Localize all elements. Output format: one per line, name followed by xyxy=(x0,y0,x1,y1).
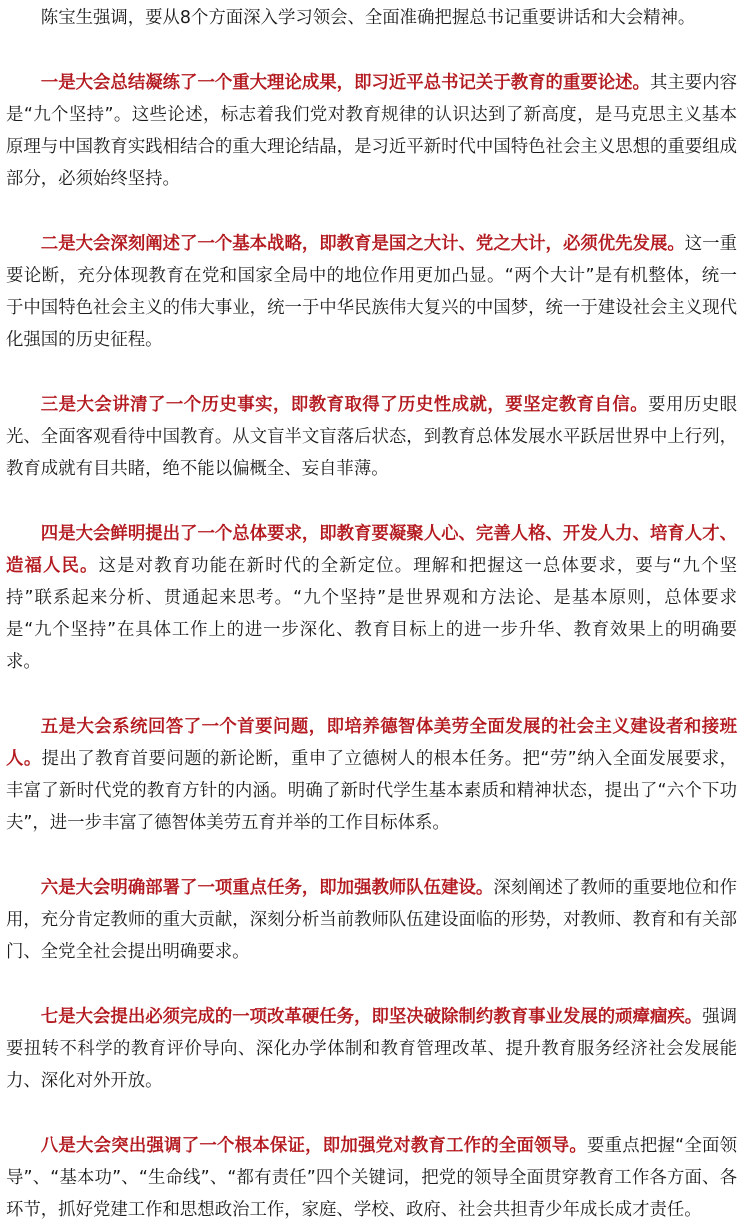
point-heading-3: 三是大会讲清了一个历史事实，即教育取得了历史性成就，要坚定教育自信。 xyxy=(40,395,649,415)
point-paragraph-2 xyxy=(6,228,737,356)
point-body-4: 这是对教育功能在新时代的全新定位。理解和把握这一总体要求，要与“九个坚持”联系起来分析、贯通起来思考。“九个坚持”是世界观和方法论、是基本原则，总体要求是“九个坚持”在具体工作上的进一步深化、教育目标上的进一步升华、教育效果上的明确要求。 xyxy=(6,556,737,672)
point-body-8: 要重点把握“全面领导”、“基本功”、“生命线”、“都有责任”四个关键词，把党的领导全面贯穿教育工作各方面、各环节，抓好党建工作和思想政治工作，家庭、学校、政府、社会共担青少年成长成才责任。 xyxy=(6,1136,737,1220)
point-paragraph-1 xyxy=(6,67,737,195)
point-paragraph-3 xyxy=(6,389,737,485)
point-paragraph-4 xyxy=(6,518,737,678)
point-body-2: 这一重要论断，充分体现教育在党和国家全局中的地位作用更加凸显。“两个大计”是有机整体，统一于中国特色社会主义的伟大事业，统一于中华民族伟大复兴的中国梦，统一于建设社会主义现代化强国的历史征程。 xyxy=(6,234,737,350)
point-body-1: 其主要内容是“九个坚持”。这些论述，标志着我们党对教育规律的认识达到了新高度，是马克思主义基本原理与中国教育实践相结合的重大理论结晶，是习近平新时代中国特色社会主义思想的重要组成部分，必须始终坚持。 xyxy=(6,73,737,189)
point-paragraph-7 xyxy=(6,1001,737,1097)
intro-paragraph: 陈宝生强调，要从8个方面深入学习领会、全面准确把握总书记重要讲话和大会精神。 xyxy=(40,8,696,28)
point-heading-7: 七是大会提出必须完成的一项改革硬任务，即坚决破除制约教育事业发展的顽瘴痼疾。 xyxy=(40,1007,703,1027)
point-body-7: 强调要扭转不科学的教育评价导向、深化办学体制和教育管理改革、提升教育服务经济社会发展能力、深化对外开放。 xyxy=(6,1007,737,1091)
point-heading-5: 五是大会系统回答了一个首要问题，即培养德智体美劳全面发展的社会主义建设者和接班人。 xyxy=(6,717,737,769)
point-heading-1: 一是大会总结凝练了一个重大理论成果，即习近平总书记关于教育的重要论述。 xyxy=(40,73,650,93)
point-body-6: 深刻阐述了教师的重要地位和作用，充分肯定教师的重大贡献，深刻分析当前教师队伍建设面临的形势，对教师、教育和有关部门、全党全社会提出明确要求。 xyxy=(6,878,737,962)
point-heading-2: 二是大会深刻阐述了一个基本战略，即教育是国之大计、党之大计，必须优先发展。 xyxy=(40,234,685,254)
point-body-3: 要用历史眼光、全面客观看待中国教育。从文盲半文盲落后状态，到教育总体发展水平跃居世界中上行列，教育成就有目共睹，绝不能以偏概全、妄自菲薄。 xyxy=(6,395,737,479)
point-heading-8: 八是大会突出强调了一个根本保证，即加强党对教育工作的全面领导。 xyxy=(40,1136,588,1156)
point-body-5: 提出了教育首要问题的新论断，重申了立德树人的根本任务。把“劳”纳入全面发展要求，丰富了新时代党的教育方针的内涵。明确了新时代学生基本素质和精神状态，提出了“六个下功夫”，进一步丰富了德智体美劳五育并举的工作目标体系。 xyxy=(6,749,737,833)
point-paragraph-5 xyxy=(6,711,737,839)
point-heading-4: 四是大会鲜明提出了一个总体要求，即教育要凝聚人心、完善人格、开发人力、培育人才、造福人民。 xyxy=(6,524,737,576)
point-heading-6: 六是大会明确部署了一项重点任务，即加强教师队伍建设。 xyxy=(40,878,494,898)
point-paragraph-6 xyxy=(6,872,737,968)
point-paragraph-8 xyxy=(6,1130,737,1226)
